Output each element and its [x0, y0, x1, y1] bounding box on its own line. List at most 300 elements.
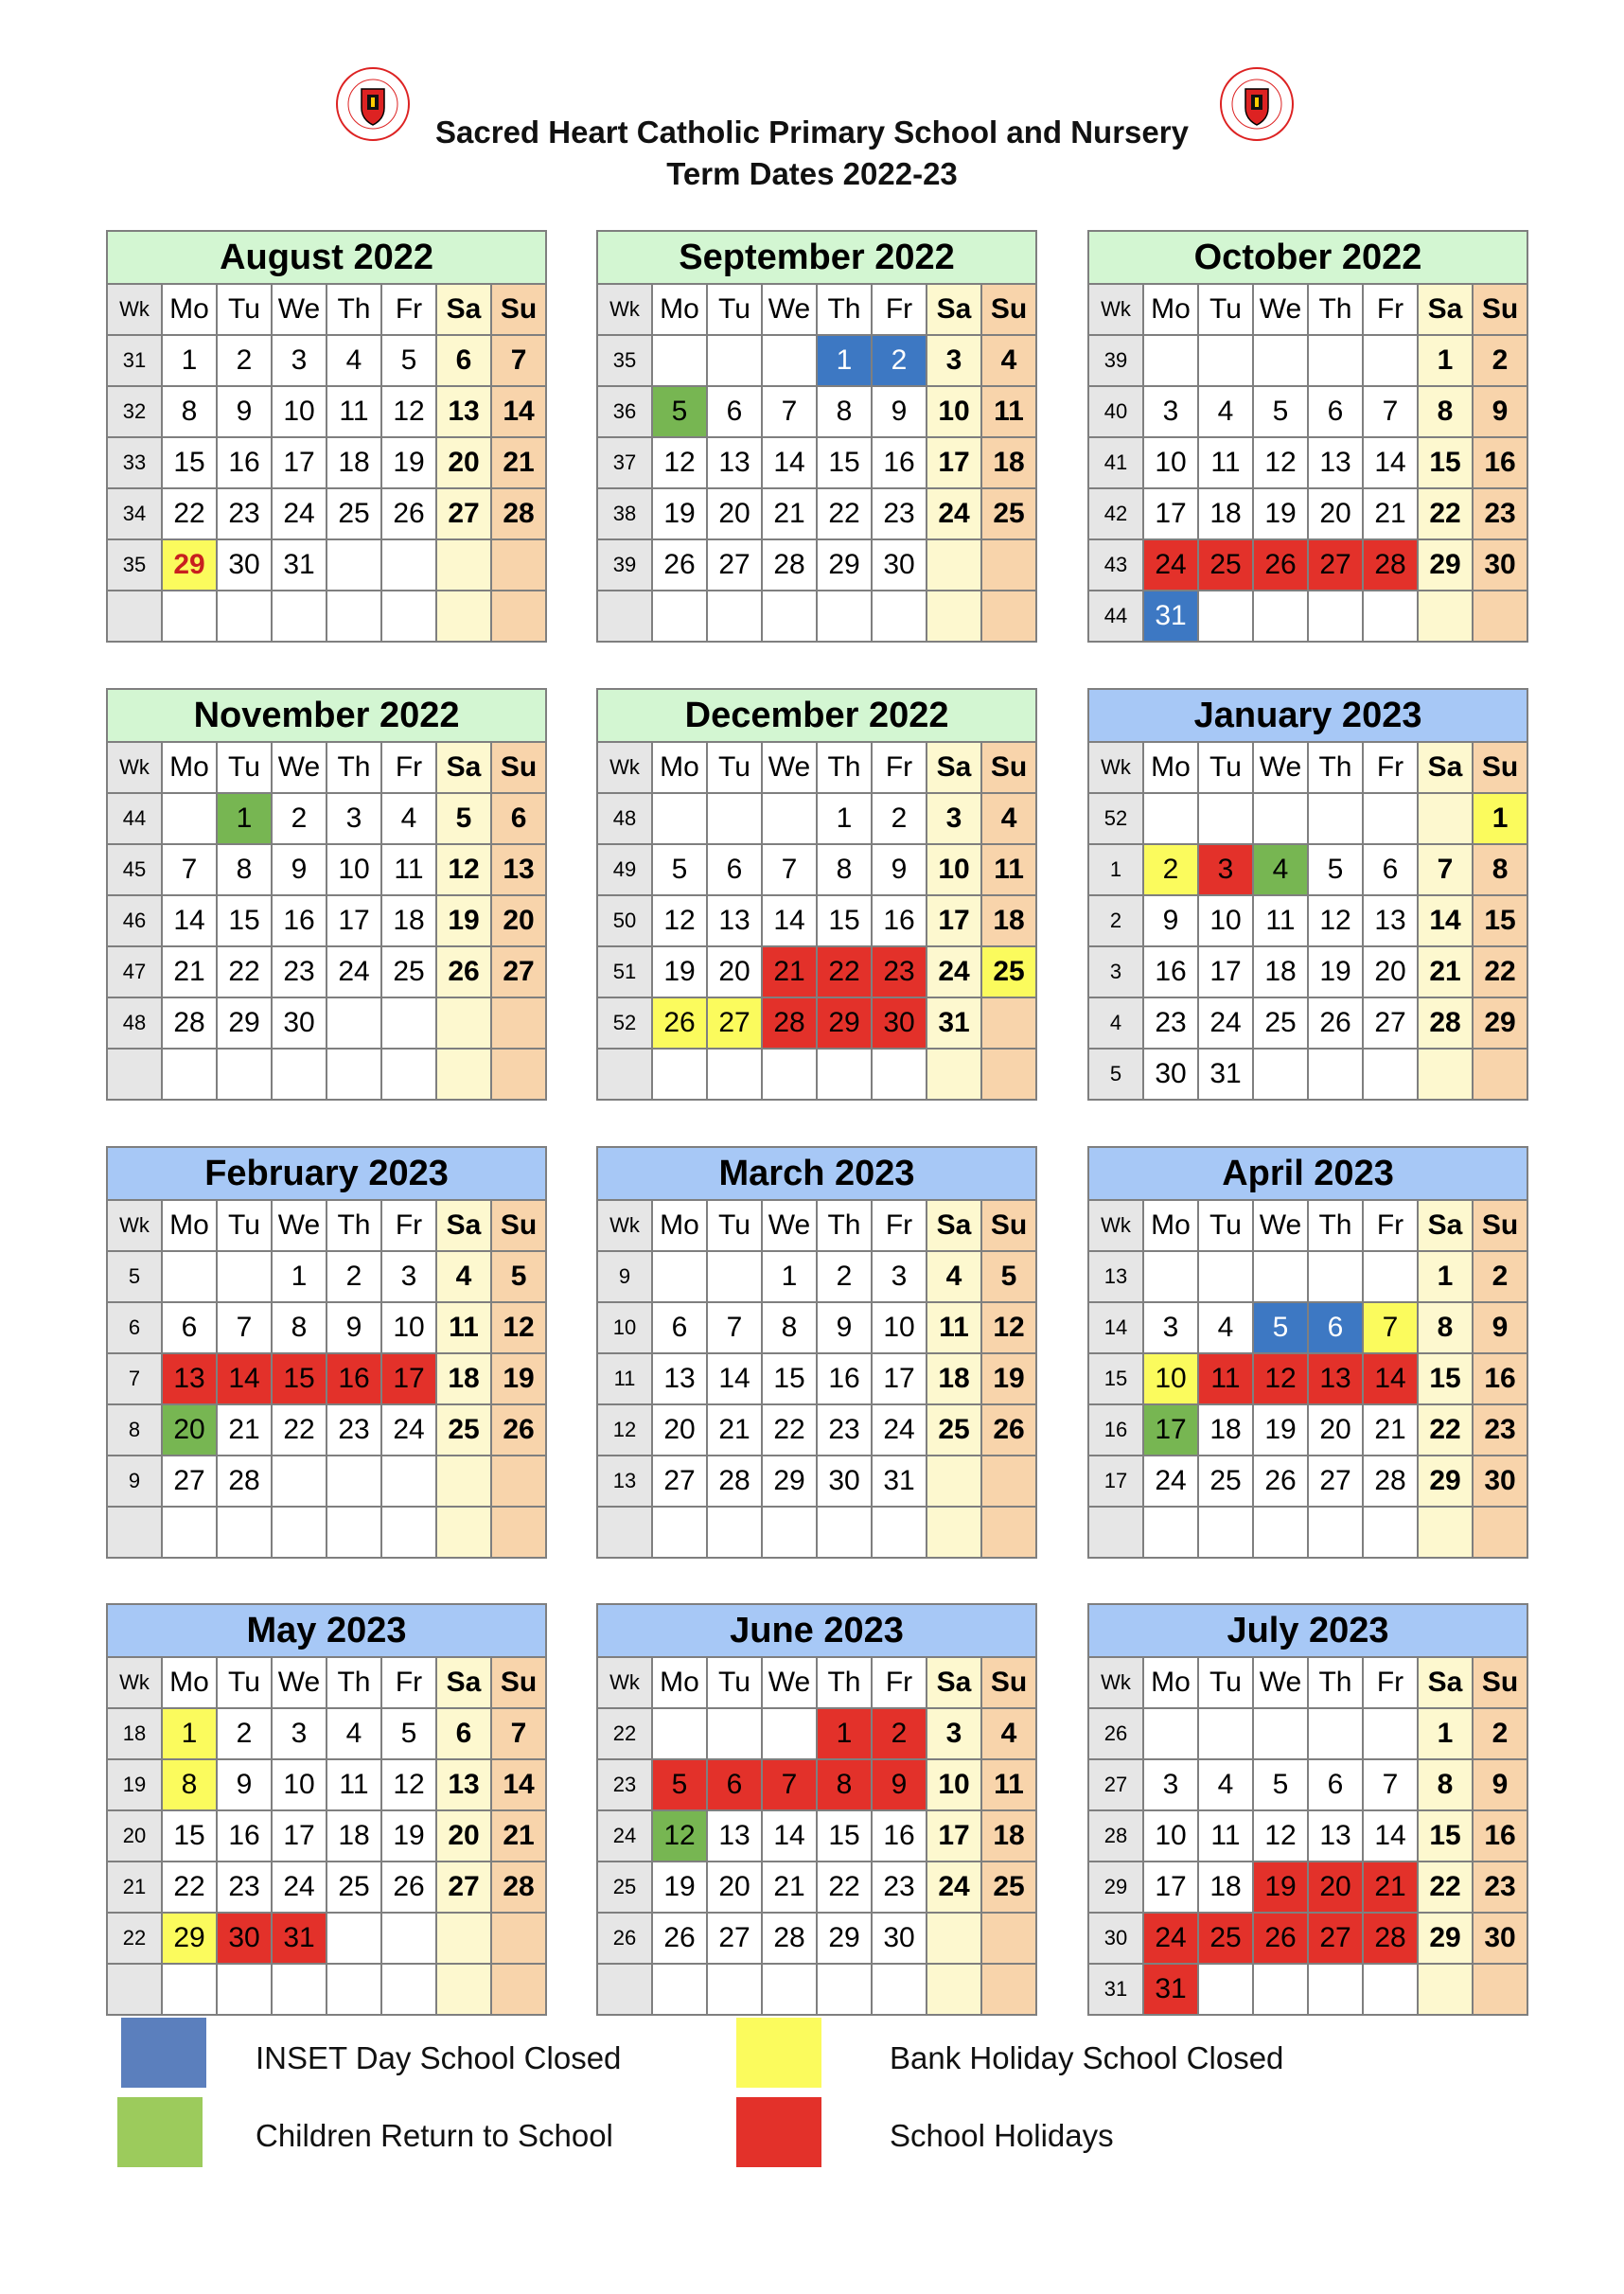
calendar-day: 15: [1473, 895, 1527, 946]
day-header: Th: [817, 742, 872, 793]
calendar-empty-cell: [762, 1507, 817, 1558]
calendar-day: 24: [872, 1404, 927, 1456]
day-header: Mo: [162, 1657, 217, 1708]
calendar-day: 28: [1363, 539, 1418, 591]
week-number: 10: [597, 1302, 652, 1353]
week-number: 43: [1088, 539, 1143, 591]
month-calendar: [106, 688, 547, 1101]
day-header: Fr: [381, 742, 436, 793]
day-header: Sa: [436, 1657, 491, 1708]
calendar-day: 29: [817, 997, 872, 1049]
day-header: Sa: [436, 1200, 491, 1251]
calendar-day: 17: [381, 1353, 436, 1404]
week-number: 16: [1088, 1404, 1143, 1456]
calendar-empty-cell: [1308, 793, 1363, 844]
week-number: [107, 591, 162, 642]
calendar-day: 20: [707, 946, 762, 997]
calendar-day: 18: [927, 1353, 981, 1404]
day-header: We: [272, 742, 327, 793]
calendar-day: 17: [1143, 1404, 1198, 1456]
calendar-day: 27: [707, 539, 762, 591]
calendar-day: 14: [1363, 1353, 1418, 1404]
calendar-day: 1: [762, 1251, 817, 1302]
month-title: October 2022: [1088, 231, 1527, 284]
calendar-empty-cell: [1473, 1049, 1527, 1100]
week-number: 38: [597, 488, 652, 539]
calendar-day: 14: [762, 895, 817, 946]
calendar-day: 17: [927, 437, 981, 488]
calendar-day: 25: [1198, 1913, 1253, 1964]
calendar-day: 31: [272, 1913, 327, 1964]
week-number: 24: [597, 1810, 652, 1862]
calendar-empty-cell: [652, 1049, 707, 1100]
calendar-day: 22: [217, 946, 272, 997]
calendar-empty-cell: [762, 1708, 817, 1759]
calendar-day: 10: [927, 386, 981, 437]
calendar-day: 16: [217, 1810, 272, 1862]
calendar-day: 8: [817, 844, 872, 895]
calendar-day: 11: [436, 1302, 491, 1353]
week-number: 36: [597, 386, 652, 437]
month-calendar: [1087, 1146, 1528, 1559]
calendar-day: 31: [272, 539, 327, 591]
calendar-day: 12: [381, 1759, 436, 1810]
calendar-day: 12: [652, 895, 707, 946]
week-number: 39: [1088, 335, 1143, 386]
calendar-day: 7: [762, 844, 817, 895]
day-header: Su: [981, 284, 1036, 335]
calendar-day: 23: [1473, 488, 1527, 539]
calendar-day: 17: [927, 1810, 981, 1862]
day-header: Su: [981, 1657, 1036, 1708]
month-calendar: [1087, 230, 1528, 643]
calendar-day: 5: [652, 844, 707, 895]
week-number-header: Wk: [107, 1657, 162, 1708]
legend-swatch-holiday: [736, 2097, 821, 2167]
calendar-empty-cell: [436, 591, 491, 642]
calendar-day: 24: [1143, 1456, 1198, 1507]
calendar-day: 27: [1308, 1913, 1363, 1964]
calendar-day: 8: [817, 1759, 872, 1810]
calendar-day: 27: [707, 1913, 762, 1964]
calendar-day: 7: [217, 1302, 272, 1353]
month-title: June 2023: [597, 1604, 1036, 1657]
day-header: Fr: [381, 1657, 436, 1708]
calendar-empty-cell: [1253, 1049, 1308, 1100]
calendar-day: 25: [381, 946, 436, 997]
calendar-day: 19: [381, 1810, 436, 1862]
calendar-day: 29: [1418, 539, 1473, 591]
calendar-day: 29: [817, 1913, 872, 1964]
calendar-empty-cell: [381, 1049, 436, 1100]
legend-swatch-return: [117, 2097, 203, 2167]
calendar-day: 20: [162, 1404, 217, 1456]
calendar-day: 30: [817, 1456, 872, 1507]
calendar-empty-cell: [436, 1964, 491, 2015]
calendar-day: 2: [327, 1251, 381, 1302]
week-number: 37: [597, 437, 652, 488]
calendar-day: 19: [981, 1353, 1036, 1404]
calendar-day: 29: [1418, 1913, 1473, 1964]
calendar-day: 7: [1363, 1759, 1418, 1810]
day-header: Mo: [1143, 742, 1198, 793]
week-number: 49: [597, 844, 652, 895]
calendar-day: 15: [817, 895, 872, 946]
calendar-day: 3: [272, 335, 327, 386]
calendar-day: 15: [162, 1810, 217, 1862]
calendar-empty-cell: [981, 539, 1036, 591]
week-number-header: Wk: [107, 1200, 162, 1251]
week-number: 52: [1088, 793, 1143, 844]
day-header: Fr: [381, 1200, 436, 1251]
calendar-empty-cell: [1308, 591, 1363, 642]
calendar-empty-cell: [491, 1456, 546, 1507]
week-number-header: Wk: [1088, 284, 1143, 335]
calendar-day: 11: [927, 1302, 981, 1353]
calendar-day: 23: [327, 1404, 381, 1456]
calendar-day: 12: [652, 1810, 707, 1862]
day-header: Mo: [652, 284, 707, 335]
month-calendar: [1087, 1603, 1528, 2016]
calendar-empty-cell: [436, 1456, 491, 1507]
calendar-day: 22: [817, 1862, 872, 1913]
calendar-day: 24: [927, 488, 981, 539]
calendar-day: 27: [652, 1456, 707, 1507]
calendar-day: 11: [381, 844, 436, 895]
calendar-day: 3: [1143, 386, 1198, 437]
week-number-header: Wk: [597, 284, 652, 335]
calendar-day: 8: [762, 1302, 817, 1353]
calendar-day: 26: [652, 539, 707, 591]
calendar-day: 7: [762, 386, 817, 437]
calendar-day: 28: [1363, 1913, 1418, 1964]
day-header: Th: [817, 1200, 872, 1251]
calendar-day: 1: [1418, 1708, 1473, 1759]
day-header: Sa: [1418, 284, 1473, 335]
calendar-day: 17: [272, 1810, 327, 1862]
calendar-empty-cell: [981, 1049, 1036, 1100]
calendar-day: 5: [1253, 1759, 1308, 1810]
calendar-day: 5: [381, 1708, 436, 1759]
month-title: February 2023: [107, 1147, 546, 1200]
calendar-day: 5: [491, 1251, 546, 1302]
calendar-day: 14: [217, 1353, 272, 1404]
day-header: Su: [981, 742, 1036, 793]
calendar-day: 23: [872, 488, 927, 539]
calendar-day: 8: [272, 1302, 327, 1353]
calendar-empty-cell: [707, 1507, 762, 1558]
week-number: 13: [1088, 1251, 1143, 1302]
calendar-day: 26: [381, 1862, 436, 1913]
month-calendar: [596, 1146, 1037, 1559]
calendar-day: 2: [272, 793, 327, 844]
calendar-empty-cell: [436, 997, 491, 1049]
calendar-empty-cell: [927, 1913, 981, 1964]
calendar-empty-cell: [707, 1251, 762, 1302]
page-title: Sacred Heart Catholic Primary School and Nursery: [435, 115, 1189, 150]
calendar-day: 30: [1473, 1913, 1527, 1964]
calendar-empty-cell: [1418, 793, 1473, 844]
calendar-empty-cell: [272, 1456, 327, 1507]
calendar-day: 23: [1473, 1862, 1527, 1913]
calendar-empty-cell: [381, 997, 436, 1049]
calendar-day: 14: [762, 437, 817, 488]
day-header: Tu: [1198, 284, 1253, 335]
calendar-empty-cell: [162, 591, 217, 642]
calendar-empty-cell: [1418, 591, 1473, 642]
calendar-day: 6: [1308, 1302, 1363, 1353]
calendar-day: 21: [762, 946, 817, 997]
calendar-day: 9: [1473, 386, 1527, 437]
calendar-empty-cell: [1308, 1507, 1363, 1558]
day-header: Su: [1473, 1657, 1527, 1708]
week-number: 26: [597, 1913, 652, 1964]
calendar-empty-cell: [927, 1049, 981, 1100]
calendar-day: 5: [381, 335, 436, 386]
calendar-day: 21: [762, 488, 817, 539]
calendar-day: 26: [491, 1404, 546, 1456]
calendar-day: 8: [1473, 844, 1527, 895]
calendar-day: 29: [162, 1913, 217, 1964]
calendar-day: 4: [927, 1251, 981, 1302]
calendar-day: 13: [162, 1353, 217, 1404]
calendar-empty-cell: [1143, 793, 1198, 844]
day-header: We: [1253, 1200, 1308, 1251]
calendar-day: 9: [217, 1759, 272, 1810]
calendar-day: 13: [707, 437, 762, 488]
week-number: 48: [597, 793, 652, 844]
calendar-day: 12: [981, 1302, 1036, 1353]
calendar-day: 17: [327, 895, 381, 946]
calendar-day: 4: [1198, 386, 1253, 437]
calendar-day: 15: [272, 1353, 327, 1404]
week-number: 6: [107, 1302, 162, 1353]
calendar-day: 23: [872, 946, 927, 997]
calendar-empty-cell: [491, 1507, 546, 1558]
calendar-day: 3: [327, 793, 381, 844]
calendar-day: 27: [1308, 539, 1363, 591]
calendar-day: 24: [1143, 539, 1198, 591]
calendar-day: 14: [707, 1353, 762, 1404]
calendar-empty-cell: [327, 591, 381, 642]
calendar-day: 14: [1363, 1810, 1418, 1862]
calendar-empty-cell: [1143, 335, 1198, 386]
day-header: We: [762, 742, 817, 793]
month-calendar: [106, 1146, 547, 1559]
calendar-empty-cell: [652, 1964, 707, 2015]
calendar-day: 18: [1198, 488, 1253, 539]
calendar-empty-cell: [217, 1251, 272, 1302]
calendar-day: 21: [491, 437, 546, 488]
day-header: Fr: [1363, 1657, 1418, 1708]
calendar-empty-cell: [436, 1913, 491, 1964]
calendar-day: 17: [272, 437, 327, 488]
legend-label-bank: Bank Holiday School Closed: [890, 2040, 1284, 2075]
calendar-empty-cell: [1198, 1507, 1253, 1558]
calendar-empty-cell: [1473, 1964, 1527, 2015]
calendar-day: 1: [817, 1708, 872, 1759]
calendar-day: 18: [327, 1810, 381, 1862]
calendar-day: 19: [1253, 1404, 1308, 1456]
week-number: 22: [597, 1708, 652, 1759]
calendar-day: 19: [1308, 946, 1363, 997]
calendar-day: 24: [272, 1862, 327, 1913]
day-header: Mo: [1143, 1200, 1198, 1251]
day-header: Mo: [652, 1200, 707, 1251]
month-title: August 2022: [107, 231, 546, 284]
calendar-day: 12: [1253, 437, 1308, 488]
calendar-day: 30: [1143, 1049, 1198, 1100]
calendar-empty-cell: [1418, 1507, 1473, 1558]
day-header: Tu: [217, 742, 272, 793]
calendar-day: 4: [981, 335, 1036, 386]
calendar-empty-cell: [762, 1964, 817, 2015]
calendar-day: 2: [872, 335, 927, 386]
week-number-header: Wk: [1088, 1657, 1143, 1708]
calendar-day: 1: [817, 793, 872, 844]
calendar-day: 11: [981, 386, 1036, 437]
calendar-day: 19: [1253, 1862, 1308, 1913]
day-header: Su: [491, 742, 546, 793]
week-number-header: Wk: [107, 742, 162, 793]
calendar-day: 12: [652, 437, 707, 488]
calendar-empty-cell: [1308, 335, 1363, 386]
calendar-day: 10: [1143, 437, 1198, 488]
calendar-empty-cell: [217, 1507, 272, 1558]
week-number: 17: [1088, 1456, 1143, 1507]
calendar-day: 2: [1473, 1708, 1527, 1759]
calendar-day: 9: [1143, 895, 1198, 946]
calendar-day: 31: [1198, 1049, 1253, 1100]
calendar-day: 29: [1473, 997, 1527, 1049]
calendar-day: 7: [162, 844, 217, 895]
calendar-day: 13: [1308, 1353, 1363, 1404]
calendar-day: 30: [1473, 1456, 1527, 1507]
legend-swatch-inset: [121, 2018, 206, 2088]
calendar-day: 31: [927, 997, 981, 1049]
calendar-empty-cell: [707, 1708, 762, 1759]
week-number: 21: [107, 1862, 162, 1913]
week-number: 12: [597, 1404, 652, 1456]
calendar-day: 22: [1418, 488, 1473, 539]
calendar-day: 1: [1418, 1251, 1473, 1302]
calendar-day: 14: [162, 895, 217, 946]
calendar-day: 15: [217, 895, 272, 946]
calendar-empty-cell: [1308, 1251, 1363, 1302]
week-number: 22: [107, 1913, 162, 1964]
calendar-day: 14: [491, 386, 546, 437]
week-number: 7: [107, 1353, 162, 1404]
calendar-day: 9: [217, 386, 272, 437]
calendar-day: 6: [707, 1759, 762, 1810]
calendar-empty-cell: [327, 1456, 381, 1507]
calendar-day: 21: [491, 1810, 546, 1862]
day-header: We: [272, 1200, 327, 1251]
calendar-empty-cell: [1198, 793, 1253, 844]
week-number-header: Wk: [1088, 1200, 1143, 1251]
calendar-day: 23: [217, 488, 272, 539]
calendar-day: 10: [1143, 1810, 1198, 1862]
week-number-header: Wk: [107, 284, 162, 335]
calendar-day: 29: [817, 539, 872, 591]
day-header: Th: [1308, 742, 1363, 793]
calendar-day: 26: [381, 488, 436, 539]
week-number: 27: [1088, 1759, 1143, 1810]
day-header: Sa: [927, 284, 981, 335]
calendar-day: 23: [1143, 997, 1198, 1049]
calendar-day: 9: [272, 844, 327, 895]
calendar-day: 31: [1143, 591, 1198, 642]
day-header: Mo: [162, 284, 217, 335]
calendar-day: 21: [1418, 946, 1473, 997]
legend-swatch-bank: [736, 2018, 821, 2088]
calendar-day: 14: [762, 1810, 817, 1862]
calendar-day: 18: [327, 437, 381, 488]
calendar-day: 22: [1418, 1862, 1473, 1913]
day-header: Su: [491, 1657, 546, 1708]
calendar-day: 2: [817, 1251, 872, 1302]
calendar-empty-cell: [327, 1913, 381, 1964]
calendar-empty-cell: [1253, 335, 1308, 386]
calendar-day: 7: [491, 1708, 546, 1759]
day-header: Tu: [707, 284, 762, 335]
day-header: Tu: [1198, 742, 1253, 793]
calendar-day: 11: [327, 1759, 381, 1810]
day-header: Mo: [162, 1200, 217, 1251]
calendar-day: 25: [927, 1404, 981, 1456]
calendar-day: 19: [1253, 488, 1308, 539]
calendar-day: 10: [927, 844, 981, 895]
calendar-day: 8: [162, 386, 217, 437]
calendar-day: 3: [1143, 1302, 1198, 1353]
week-number: 14: [1088, 1302, 1143, 1353]
week-number: 1: [1088, 844, 1143, 895]
day-header: Fr: [1363, 742, 1418, 793]
calendar-empty-cell: [1253, 1507, 1308, 1558]
day-header: Th: [1308, 284, 1363, 335]
calendar-day: 5: [1253, 386, 1308, 437]
week-number: 47: [107, 946, 162, 997]
calendar-day: 13: [707, 1810, 762, 1862]
calendar-day: 27: [491, 946, 546, 997]
calendar-day: 15: [162, 437, 217, 488]
calendar-empty-cell: [1198, 1708, 1253, 1759]
calendar-day: 4: [981, 793, 1036, 844]
calendar-empty-cell: [981, 1456, 1036, 1507]
calendar-day: 6: [436, 335, 491, 386]
calendar-day: 6: [436, 1708, 491, 1759]
calendar-day: 25: [1253, 997, 1308, 1049]
calendar-day: 18: [436, 1353, 491, 1404]
week-number: 18: [107, 1708, 162, 1759]
calendar-empty-cell: [436, 1507, 491, 1558]
week-number: 9: [597, 1251, 652, 1302]
calendar-empty-cell: [162, 793, 217, 844]
calendar-day: 10: [1143, 1353, 1198, 1404]
calendar-empty-cell: [652, 1708, 707, 1759]
calendar-empty-cell: [652, 1251, 707, 1302]
calendar-day: 24: [1198, 997, 1253, 1049]
day-header: Su: [1473, 742, 1527, 793]
calendar-day: 13: [1308, 437, 1363, 488]
calendar-empty-cell: [491, 1913, 546, 1964]
calendar-day: 21: [1363, 1404, 1418, 1456]
calendar-day: 28: [762, 997, 817, 1049]
week-number: 2: [1088, 895, 1143, 946]
calendar-day: 1: [1418, 335, 1473, 386]
calendar-empty-cell: [927, 591, 981, 642]
calendar-day: 13: [707, 895, 762, 946]
